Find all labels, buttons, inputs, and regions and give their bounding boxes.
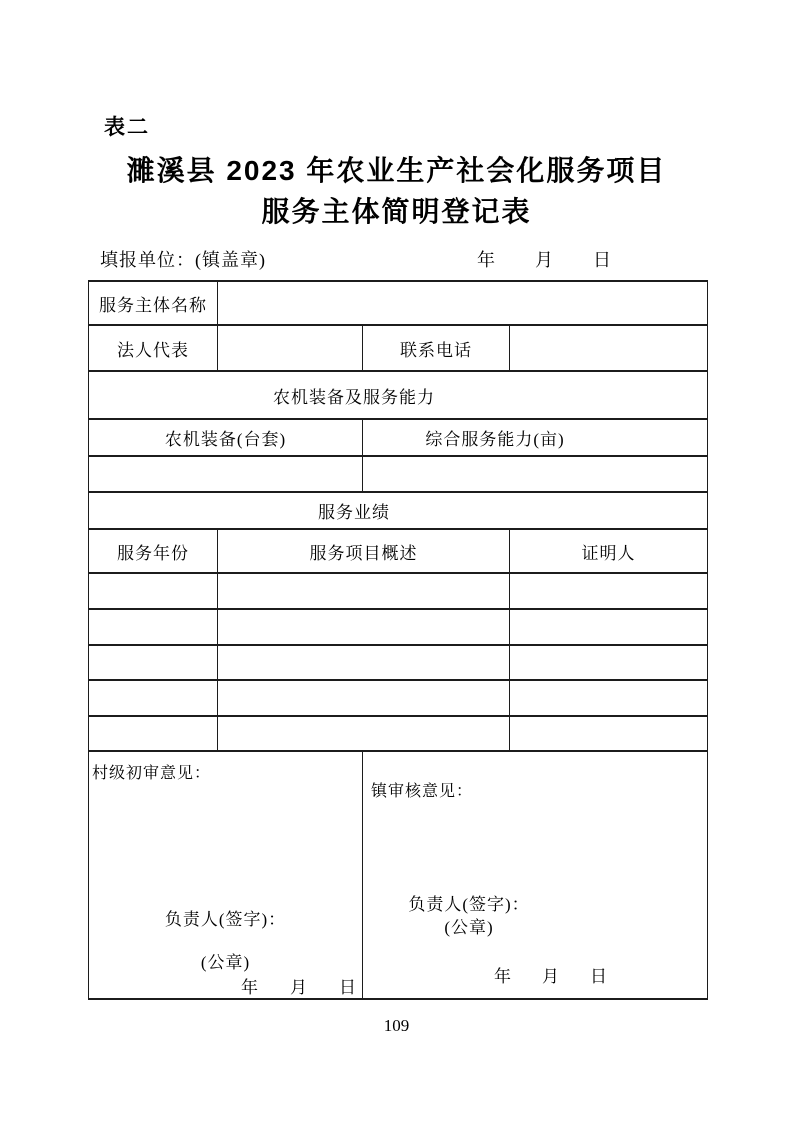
equipment-value-cell[interactable]: [89, 456, 363, 492]
row-review-opinions: [89, 751, 708, 999]
village-year-label: 年: [241, 978, 259, 997]
town-signature-block: [365, 893, 573, 939]
performance-row-2: [89, 609, 708, 645]
row-performance-headers: [89, 529, 708, 573]
village-seal-label: (公章): [200, 953, 251, 972]
capacity-label: 综合服务能力(亩): [363, 419, 708, 456]
performance-row-4: [89, 680, 708, 716]
equipment-label: 农机装备(台套): [89, 419, 363, 456]
perf-year-cell[interactable]: [89, 609, 218, 645]
perf-desc-label: 服务项目概述: [218, 529, 510, 573]
perf-year-cell[interactable]: [89, 716, 218, 751]
row-equipment-headers: [89, 419, 708, 456]
town-day-label: 日: [590, 967, 609, 986]
perf-desc-cell[interactable]: [218, 609, 510, 645]
perf-witness-cell[interactable]: [510, 573, 708, 609]
perf-witness-cell[interactable]: [510, 680, 708, 716]
entity-name-label: 服务主体名称: [89, 281, 218, 325]
perf-desc-cell[interactable]: [218, 573, 510, 609]
form-number-label: 表二: [104, 115, 150, 139]
town-seal-label: (公章): [444, 918, 494, 937]
document-title: [0, 150, 793, 232]
village-review-label: 村级初审意见：: [92, 765, 212, 782]
perf-witness-label: 证明人: [510, 529, 708, 573]
meta-date-line: [477, 246, 611, 272]
row-performance-section: [89, 492, 708, 529]
perf-desc-cell[interactable]: [218, 645, 510, 680]
town-review-cell[interactable]: [363, 751, 708, 999]
perf-year-cell[interactable]: [89, 573, 218, 609]
village-signer-label: 负责人(签字)：: [164, 910, 287, 929]
entity-name-value-cell[interactable]: [218, 281, 708, 325]
phone-value-cell[interactable]: [510, 325, 708, 371]
town-month-label: 月: [542, 967, 561, 986]
legal-rep-value-cell[interactable]: [218, 325, 363, 371]
title-line-2: 服务主体简明登记表: [261, 196, 532, 227]
perf-witness-cell[interactable]: [510, 645, 708, 680]
performance-row-1: [89, 573, 708, 609]
performance-row-5: [89, 716, 708, 751]
performance-row-3: [89, 645, 708, 680]
perf-year-cell[interactable]: [89, 680, 218, 716]
village-month-label: 月: [290, 978, 308, 997]
village-day-label: 日: [339, 978, 357, 997]
perf-witness-cell[interactable]: [510, 609, 708, 645]
village-date-line: [241, 973, 357, 998]
phone-label: 联系电话: [363, 325, 510, 371]
registration-table: [88, 280, 708, 1000]
perf-desc-cell[interactable]: [218, 680, 510, 716]
legal-rep-label: 法人代表: [89, 325, 218, 371]
perf-year-label: 服务年份: [89, 529, 218, 573]
meta-month-label: 月: [535, 250, 553, 270]
title-line-1: 濉溪县 2023 年农业生产社会化服务项目: [126, 155, 667, 186]
perf-year-cell[interactable]: [89, 645, 218, 680]
capacity-value-cell[interactable]: [363, 456, 708, 492]
village-review-cell[interactable]: [89, 751, 363, 999]
perf-desc-cell[interactable]: [218, 716, 510, 751]
perf-witness-cell[interactable]: [510, 716, 708, 751]
row-legal-rep: [89, 325, 708, 371]
meta-row: [88, 246, 707, 272]
row-equipment-values: [89, 456, 708, 492]
row-equipment-section: [89, 371, 708, 419]
reporting-unit-label: 填报单位：(镇盖章): [100, 250, 266, 270]
town-signer-label: 负责人(签字)：: [408, 895, 530, 914]
page-number: 109: [383, 1016, 410, 1035]
row-entity-name: [89, 281, 708, 325]
town-review-label: 镇审核意见：: [371, 783, 474, 800]
town-date-line: [494, 962, 608, 987]
meta-day-label: 日: [593, 250, 611, 270]
equipment-section-header: 农机装备及服务能力: [89, 371, 708, 419]
meta-year-label: 年: [477, 250, 495, 270]
performance-section-header: 服务业绩: [89, 492, 708, 529]
town-year-label: 年: [494, 967, 513, 986]
